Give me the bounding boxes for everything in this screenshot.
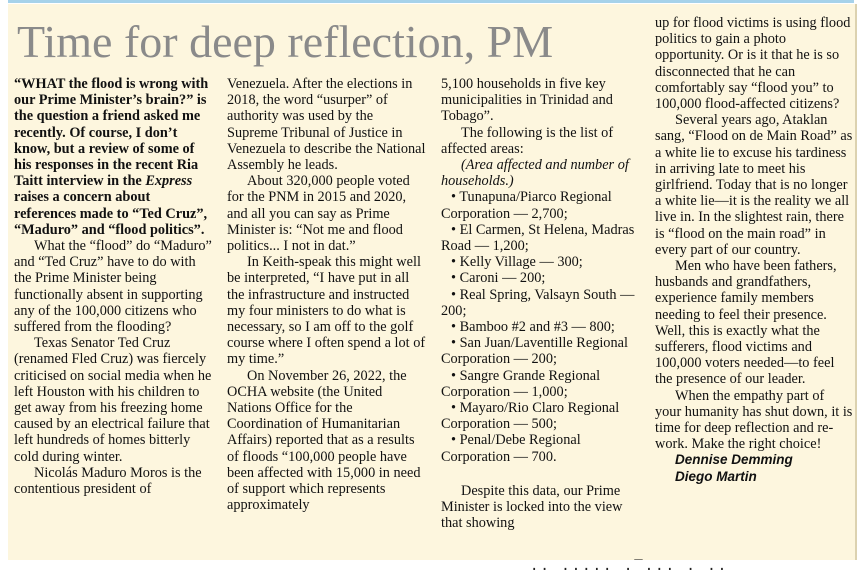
paragraph: About 320,000 people voted for the PNM in 2015 and 2020, and all you can say as Prime Minister is: “Not me and flood politics... I not in dat.” [227,173,410,255]
lead-publication: Express [145,173,193,190]
paragraph: In Keith-speak this might well be interpreted, “I have put in all the infrastructure and instructed my four ministers to do what is necessary, so I am off to the golf course where I often spend a lot of my time.” [227,254,426,368]
column-3 [441,76,641,560]
list-item: • Real Spring, Valsayn South — 200; [441,286,635,319]
list-item: • El Carmen, St Helena, Madras Road — 1,200; [441,221,635,255]
paragraph: The following is the list of affected areas: [441,124,614,157]
author-location: Diego Martin [675,468,757,484]
column-1 [14,76,214,560]
paragraph: Men who have been fathers, husbands and grandfathers, experience family members needing to feel their presence. Well, this is exactly what the sufferers, flood victims and 100,000 voters needed—to feel the presence of our leader. [655,258,837,388]
column-2 [227,76,427,560]
paragraph: 5,100 households in five key municipalities in Trinidad and Tobago”. [441,76,613,125]
spacer [441,465,641,483]
lead-text: “WHAT the flood is wrong with our Prime Minister’s brain?” is the question a friend asked me recently. Of course, I don’t know, but a review of some of his responses in the recent Ria Taitt interview in the [14,76,209,190]
list-item: • Caroni — 200; [451,270,546,287]
paragraph: Texas Senator Ted Cruz (renamed Fled Cruz) was fiercely criticised on social media when he left Houston with his children to get away from his freezing home caused by an electrical failure that left hundreds of homes bitterly cold during winter. [14,335,212,465]
paragraph: What the “flood” do “Maduro” and “Ted Cruz” have to do with the Prime Minister being functionally absent in supporting any of the 100,000 citizens who suffered from the flooding? [14,238,212,336]
lead-tail: raises a concern about references made to “Ted Cruz”, “Maduro” and “flood politics”. [14,189,208,238]
author-name: Dennise Demming [675,452,793,468]
column-4 [655,15,853,560]
list-item: • Sangre Grande Regional Corporation — 1,000; [441,367,601,400]
list-item: • Tunapuna/Piarco Regional Corporation — 2,700; [441,189,612,222]
list-item: • San Juan/Laventille Regional Corporation — 200; [441,335,628,368]
paragraph: When the empathy part of your humanity has shut down, it is time for deep reflection and re-work. Make the right choice! [655,387,853,453]
paragraph: Venezuela. After the elections in 2018, the word “usurper” of authority was used by the Supreme Tribunal of Justice in Venezuela to describe the National Assembly he leads. [227,76,426,174]
paragraph: Nicolás Maduro Moros is the contentious president of [14,464,202,498]
paragraph: (Area affected and number of households.) [441,157,629,190]
footer-dots: .. ..... .‾... . .. [530,558,729,574]
headline: Time for deep reflection, PM [17,16,554,67]
list-item: • Bamboo #2 and #3 — 800; [451,319,615,336]
list-item: • Kelly Village — 300; [451,254,583,271]
paragraph: On November 26, 2022, the OCHA website (the United Nations Office for the Coordination of Humanitarian Affairs) reported that as a results of floods “100,000 people have been affected with 15,000 in need of support which represents approximately [227,367,421,514]
lead-paragraph [14,76,214,238]
paragraph: Several years ago, Ataklan sang, “Flood on de Main Road” as a white lie to excuse his tardiness in arriving late to meet his girlfriend. Today that is no longer a white lie—it is the reality we all live in. In the slightest rain, there is “flood on the main road” in every part of our country. [655,112,853,258]
list-item: • Penal/Debe Regional Corporation — 700. [441,432,581,465]
top-border-line [8,0,854,3]
list-item: • Mayaro/Rio Claro Regional Corporation — 500; [441,400,620,433]
paragraph: Despite this data, our Prime Minister is locked into the view that showing [441,482,623,532]
paragraph: up for flood victims is using flood politics to gain a photo opportunity. Or is it that he is so disconnected that he can comfortably say “flood you” to 100,000 flood-affected citizens? [655,15,851,113]
